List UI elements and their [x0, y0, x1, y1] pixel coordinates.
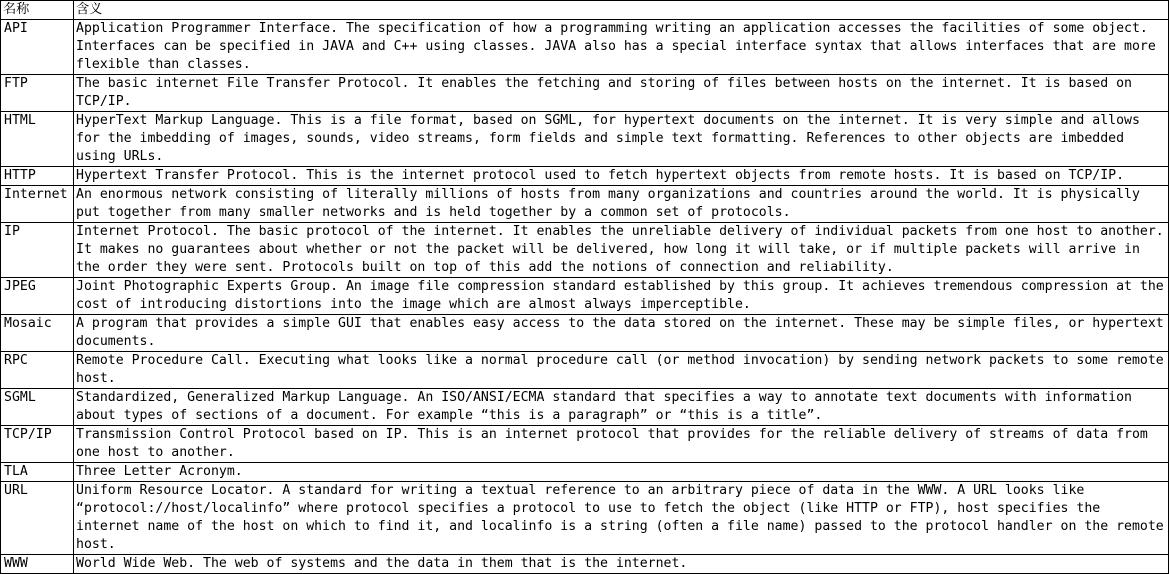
meaning-cell: The basic internet File Transfer Protocol. It enables the fetching and storing of files between hosts on the internet. It is based on TCP/IP.	[74, 75, 1169, 112]
table-row	[1, 315, 1169, 352]
term-cell: TLA	[1, 463, 74, 482]
meaning-cell: Three Letter Acronym.	[74, 463, 1169, 482]
table-row	[1, 352, 1169, 389]
meaning-cell: A program that provides a simple GUI that enables easy access to the data stored on the internet. These may be simple files, or hypertext documents.	[74, 315, 1169, 352]
meaning-cell: HyperText Markup Language. This is a file format, based on SGML, for hypertext documents on the internet. It is very simple and allows for the imbedding of images, sounds, video streams, form fields and simple text formatting. References to other objects are imbedded using URLs.	[74, 112, 1169, 167]
meaning-cell: Uniform Resource Locator. A standard for writing a textual reference to an arbitrary piece of data in the WWW. A URL looks like “protocol://host/localinfo” where protocol specifies a protocol to use to fetch the object (like HTTP or FTP), host specifies the internet name of the host on which to find it, and localinfo is a string (often a file name) passed to the protocol handler on the remote host.	[74, 482, 1169, 555]
term-cell: SGML	[1, 389, 74, 426]
table-row	[1, 75, 1169, 112]
term-cell: HTML	[1, 112, 74, 167]
table-row	[1, 555, 1169, 574]
term-cell: IP	[1, 223, 74, 278]
column-header-meaning: 含义	[74, 1, 1169, 20]
meaning-cell: Internet Protocol. The basic protocol of the internet. It enables the unreliable delivery of individual packets from one host to another. It makes no guarantees about whether or not the packet will be delivered, how long it will take, or if multiple packets will arrive in the order they were sent. Protocols built on top of this add the notions of connection and reliability.	[74, 223, 1169, 278]
term-cell: RPC	[1, 352, 74, 389]
table-row	[1, 463, 1169, 482]
term-cell: API	[1, 20, 74, 75]
term-cell: Mosaic	[1, 315, 74, 352]
meaning-cell: Standardized, Generalized Markup Language. An ISO/ANSI/ECMA standard that specifies a way to annotate text documents with information about types of sections of a document. For example “this is a paragraph” or “this is a title”.	[74, 389, 1169, 426]
meaning-cell: Transmission Control Protocol based on IP. This is an internet protocol that provides for the reliable delivery of streams of data from one host to another.	[74, 426, 1169, 463]
term-cell: URL	[1, 482, 74, 555]
table-row	[1, 482, 1169, 555]
meaning-cell: Hypertext Transfer Protocol. This is the internet protocol used to fetch hypertext objects from remote hosts. It is based on TCP/IP.	[74, 167, 1169, 186]
table-row	[1, 186, 1169, 223]
term-cell: JPEG	[1, 278, 74, 315]
table-header-row	[1, 1, 1169, 20]
meaning-cell: World Wide Web. The web of systems and the data in them that is the internet.	[74, 555, 1169, 574]
table-row	[1, 389, 1169, 426]
meaning-cell: Remote Procedure Call. Executing what looks like a normal procedure call (or method invocation) by sending network packets to some remote host.	[74, 352, 1169, 389]
table-row	[1, 223, 1169, 278]
table-row	[1, 278, 1169, 315]
term-cell: HTTP	[1, 167, 74, 186]
term-cell: WWW	[1, 555, 74, 574]
meaning-cell: Application Programmer Interface. The specification of how a programming writing an application accesses the facilities of some object. Interfaces can be specified in JAVA and C++ using classes. JAVA also has a special interface syntax that allows interfaces that are more flexible than classes.	[74, 20, 1169, 75]
table-row	[1, 426, 1169, 463]
table-row	[1, 167, 1169, 186]
table-row	[1, 20, 1169, 75]
column-header-term: 名称	[1, 1, 74, 20]
meaning-cell: Joint Photographic Experts Group. An image file compression standard established by this group. It achieves tremendous compression at the cost of introducing distortions into the image which are almost always imperceptible.	[74, 278, 1169, 315]
term-cell: TCP/IP	[1, 426, 74, 463]
term-cell: Internet	[1, 186, 74, 223]
table-row	[1, 112, 1169, 167]
meaning-cell: An enormous network consisting of literally millions of hosts from many organizations and countries around the world. It is physically put together from many smaller networks and is held together by a common set of protocols.	[74, 186, 1169, 223]
term-cell: FTP	[1, 75, 74, 112]
